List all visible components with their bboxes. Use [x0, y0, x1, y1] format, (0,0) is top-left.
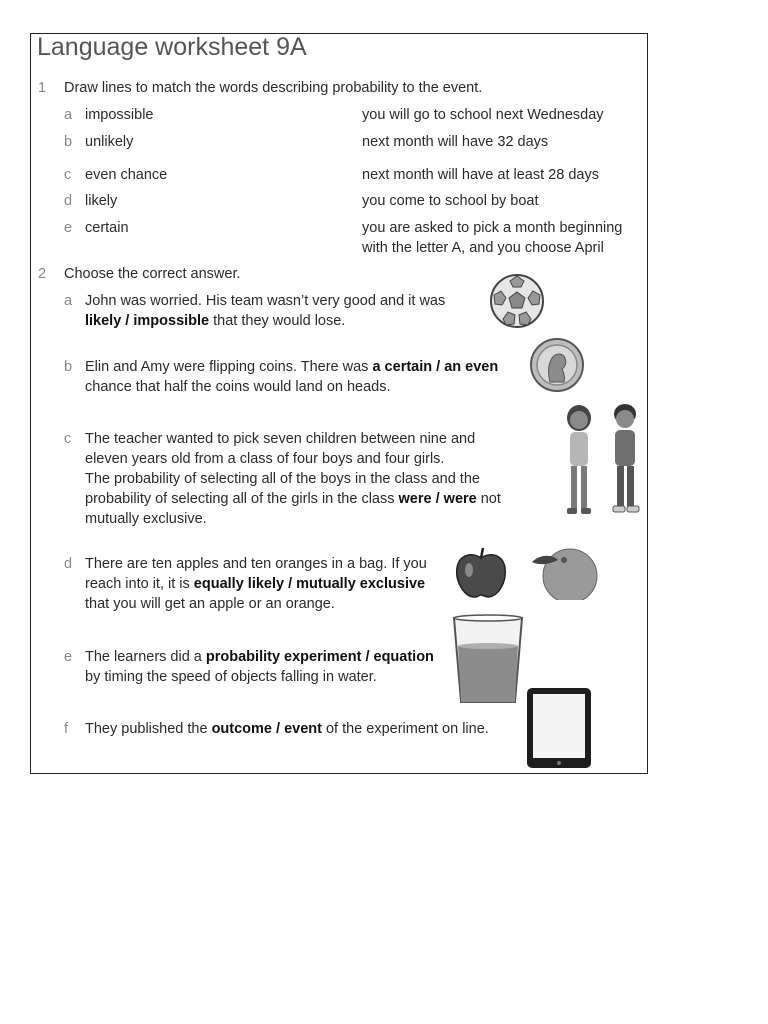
q1-a-word: impossible [85, 107, 154, 123]
q2-c-choice[interactable]: were / were [398, 491, 477, 507]
children-icon [555, 400, 647, 520]
q2-a-line2: likely / impossible that they would lose. [85, 313, 346, 329]
q2-c-line1: The teacher wanted to pick seven children between nine and [85, 431, 476, 447]
q1-d-event: you come to school by boat [362, 193, 539, 209]
q2-a-line1: John was worried. His team wasn’t very good and it was [85, 293, 446, 309]
q2-c-line3: The probability of selecting all of the boys in the class and the [85, 471, 480, 487]
q1-b-word: unlikely [85, 134, 134, 150]
q1-c-letter: c [64, 167, 72, 183]
q1-d-letter: d [64, 193, 73, 209]
q2-d-choice[interactable]: equally likely / mutually exclusive [193, 576, 426, 592]
q2-b-choice[interactable]: a certain / an even [372, 359, 499, 375]
q2-b-line1: Elin and Amy were flipping coins. There was a certain / an even [85, 359, 499, 375]
q1-c-event: next month will have at least 28 days [362, 167, 599, 183]
q2-f-letter: f [64, 721, 69, 737]
q1-c-word: even chance [85, 167, 168, 183]
q2-e-letter: e [64, 649, 73, 665]
q2-d-line3: that you will get an apple or an orange. [85, 596, 335, 612]
q2-d-letter: d [64, 556, 73, 572]
q1-e-letter: e [64, 220, 73, 236]
q2-e-line1: The learners did a probability experiment / equation [85, 649, 434, 665]
coin-icon [528, 338, 586, 392]
soccer-ball-icon [488, 273, 546, 329]
q2-c-line2: eleven years old from a class of four boys and four girls. [85, 451, 445, 467]
q1-b-letter: b [64, 134, 73, 150]
q1-b-event: next month will have 32 days [362, 134, 549, 150]
q2-a-choice[interactable]: likely / impossible [85, 313, 210, 329]
q2-c-line5: mutually exclusive. [85, 511, 207, 527]
q2-number: 2 [38, 266, 47, 282]
q2-d-line1: There are ten apples and ten oranges in a bag. If you [85, 556, 427, 572]
glass-of-water-icon [451, 614, 525, 706]
q2-b-line2: chance that half the coins would land on heads. [85, 379, 391, 395]
orange-icon [528, 548, 600, 600]
q1-instruction: Draw lines to match the words describing probability to the event. [64, 80, 483, 96]
q1-a-event: you will go to school next Wednesday [362, 107, 604, 123]
q2-f-line1: They published the outcome / event of the experiment on line. [85, 721, 489, 737]
q2-e-choice[interactable]: probability experiment / equation [205, 649, 434, 665]
q1-number: 1 [38, 80, 47, 96]
q1-d-word: likely [85, 193, 118, 209]
q2-c-line4: probability of selecting all of the girls in the class were / were not [85, 491, 501, 507]
q2-e-line2: by timing the speed of objects falling in water. [85, 669, 377, 685]
tablet-icon [526, 687, 592, 769]
apple-icon [453, 546, 509, 600]
q1-a-letter: a [64, 107, 73, 123]
q2-a-letter: a [64, 293, 73, 309]
q2-c-letter: c [64, 431, 72, 447]
q2-d-line2: reach into it, it is equally likely / mutually exclusive [85, 576, 426, 592]
q2-f-choice[interactable]: outcome / event [211, 721, 322, 737]
q2-b-letter: b [64, 359, 73, 375]
page-title: Language worksheet 9A [37, 33, 307, 61]
q1-e-word: certain [85, 220, 129, 236]
q1-e-event: you are asked to pick a month beginning [362, 220, 623, 236]
q2-instruction: Choose the correct answer. [64, 266, 241, 282]
q1-e-event-line2: with the letter A, and you choose April [362, 240, 604, 256]
